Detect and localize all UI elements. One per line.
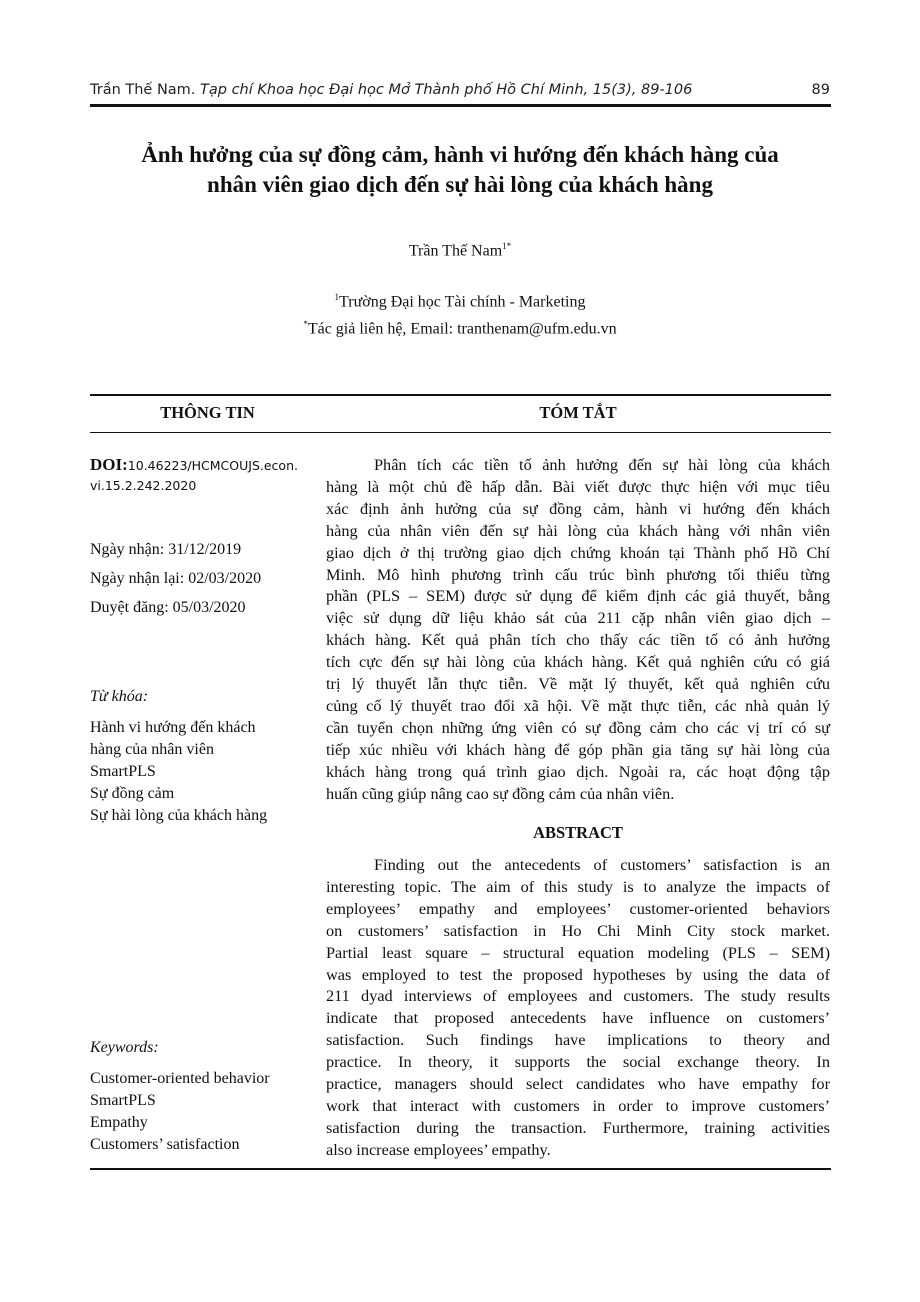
page-number: 89	[811, 82, 830, 98]
doi-value: vi.15.2.242.2020	[90, 478, 197, 493]
keyword: Sự đồng cảm	[90, 785, 175, 802]
doi-label: DOI:	[90, 455, 128, 474]
keyword: Customers’ satisfaction	[90, 1136, 240, 1153]
keyword: Sự hài lòng của khách hàng	[90, 807, 268, 824]
title-line: nhân viên giao dịch đến sự hài lòng của khách hàng	[207, 172, 713, 197]
paragraph-line: satisfaction. Such findings have implications to theory and	[326, 1030, 830, 1050]
doi	[90, 454, 315, 495]
column-heading-summary: TÓM TẮT	[539, 403, 617, 422]
paragraph-line: khách hàng trong quá trình giao dịch. Ngoài ra, các hoạt động tập	[326, 761, 830, 781]
paragraph-line: Phân tích các tiền tố ảnh hưởng đến sự hài lòng của khách	[374, 455, 830, 474]
running-author: Trần Thế Nam.	[90, 82, 196, 98]
paragraph-line: also increase employees’ empathy.	[326, 1139, 551, 1159]
affil-sup: *	[303, 319, 308, 330]
keyword: hàng của nhân viên	[90, 741, 214, 758]
summary-vietnamese	[326, 454, 830, 805]
keyword: SmartPLS	[90, 763, 156, 780]
paragraph-line: củng cố lý thuyết trao đổi xã hội. Về mặt thực tiễn, các nhà quản lý	[326, 695, 830, 715]
paragraph-line: hàng là một chủ đề hấp dẫn. Bài viết được thực hiện với mục tiêu	[326, 476, 830, 496]
column-heading-info: THÔNG TIN	[160, 403, 255, 422]
doi-value: 10.46223/HCMCOUJS.econ.	[127, 458, 298, 473]
paragraph-line: khách hàng. Kết quả phân tích cho thấy các tiền tố có ảnh hưởng	[326, 630, 830, 650]
keywords-label: Từ khóa:	[90, 688, 149, 705]
paragraph-line: 211 dyad interviews of employees and customers. The study results	[326, 986, 830, 1006]
paper-title	[90, 140, 830, 200]
paragraph-line: Finding out the antecedents of customers’ satisfaction is an	[374, 855, 830, 874]
affiliation-line: Trường Đại học Tài chính - Marketing	[339, 293, 586, 311]
paragraph-line: employees’ empathy and employees’ customer-oriented behaviors	[326, 898, 830, 918]
table-header-rule	[90, 432, 831, 433]
revised-date: Ngày nhận lại: 02/03/2020	[90, 570, 262, 587]
keywords-label: Keywords:	[90, 1039, 159, 1056]
table-bottom-rule	[90, 1168, 831, 1170]
header-rule	[90, 104, 831, 107]
paragraph-line: tiếp xúc nhiều với khách hàng để góp phần gia tăng sự hài lòng của	[326, 739, 830, 759]
abstract-english	[326, 854, 830, 1161]
paragraph-line: hàng của nhân viên đến sự hài lòng của khách hàng với nhân viên	[326, 520, 830, 540]
paragraph-line: phần (PLS – SEM) được sử dụng để kiểm định các giả thuyết, bằng	[326, 586, 830, 606]
running-journal: Tạp chí Khoa học Đại học Mở Thành phố Hồ Chí Minh, 15(3), 89-106	[200, 82, 693, 98]
keyword: SmartPLS	[90, 1092, 156, 1109]
paragraph-line: practice, managers should select candidates who have empathy for	[326, 1074, 830, 1094]
affil-sup: 1	[334, 292, 340, 302]
author-name: Trần Thế Nam	[408, 242, 503, 260]
paragraph-line: satisfaction during the transaction. Furthermore, training activities	[326, 1117, 830, 1137]
paragraph-line: on customers’ satisfaction in Ho Chi Minh City stock market.	[326, 920, 830, 940]
accepted-date: Duyệt đăng: 05/03/2020	[90, 599, 246, 616]
paragraph-line: tích cực đến sự hài lòng của khách hàng. Kết quả nghiên cứu có giá	[326, 652, 830, 672]
paragraph-line: xác định ảnh hưởng của sự đồng cảm, hành vi hướng đến khách	[326, 498, 830, 518]
paragraph-line: việc sử dụng dữ liệu khảo sát của 211 cặp nhân viên giao dịch –	[326, 608, 830, 628]
author-sup: 1*	[502, 241, 512, 251]
paragraph-line: Minh. Mô hình phương trình cấu trúc bình phương tối thiểu từng	[326, 564, 830, 584]
table-top-rule	[90, 394, 831, 396]
dates	[90, 535, 315, 622]
paragraph-line: practice. In theory, it supports the social exchange theory. In	[326, 1052, 830, 1072]
paragraph-line: huấn cũng giúp nâng cao sự đồng cảm của nhân viên.	[326, 783, 675, 803]
abstract-heading: ABSTRACT	[533, 823, 623, 842]
title-line: Ảnh hưởng của sự đồng cảm, hành vi hướng đến khách hàng của	[141, 142, 779, 167]
received-date: Ngày nhận: 31/12/2019	[90, 541, 242, 558]
paragraph-line: work that interact with customers in order to improve customers’	[326, 1095, 830, 1115]
paragraph-line: indicate that proposed antecedents have influence on customers’	[326, 1008, 830, 1028]
paragraph-line: Partial least square – structural equation modeling (PLS – SEM)	[326, 942, 830, 962]
paragraph-line: giao dịch ở thị trường giao dịch chứng khoán tại Thành phố Hồ Chí	[326, 542, 830, 562]
paragraph-line: cần tuyển chọn những ứng viên có sự đồng cảm cho các vị trí có sự	[326, 717, 830, 737]
running-header	[90, 82, 830, 98]
paragraph-line: was employed to test the proposed hypotheses by using the data of	[326, 964, 830, 984]
keywords-en	[90, 1037, 315, 1156]
affiliation	[90, 286, 830, 341]
keyword: Hành vi hướng đến khách	[90, 719, 256, 736]
paragraph-line: trị lý thuyết lẫn thực tiễn. Về mặt lý thuyết, kết quả nghiên cứu	[326, 674, 830, 694]
author	[90, 241, 830, 260]
keywords-vi	[90, 686, 315, 827]
keyword: Empathy	[90, 1114, 148, 1131]
keyword: Customer-oriented behavior	[90, 1070, 270, 1087]
paragraph-line: interesting topic. The aim of this study is to analyze the impacts of	[326, 876, 830, 896]
corresponding-email: Tác giả liên hệ, Email: tranthenam@ufm.edu.vn	[307, 320, 617, 338]
